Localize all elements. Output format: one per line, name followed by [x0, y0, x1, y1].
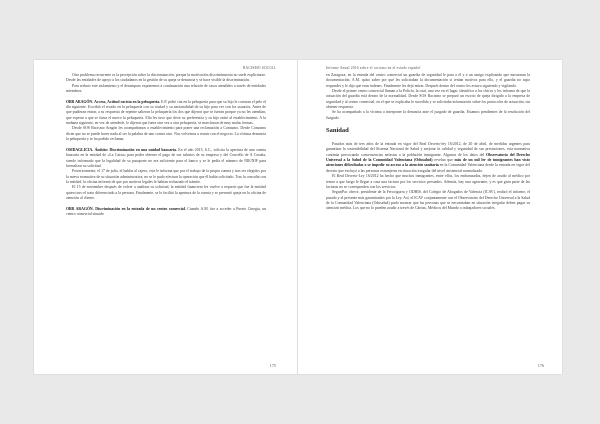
case-paragraph: OBR ARAGÓN. Discriminación en la entrada de un centro comercial. Cuando A.M. fue a acceder a Puerto Cinegia, un centro comercial situado — [66, 206, 266, 216]
page-number: 176 — [537, 363, 544, 368]
running-header: Informe Anual 2016 sobre el racismo en el estado español — [326, 66, 421, 70]
left-page — [34, 60, 298, 374]
paragraph: Pasados más de tres años de la entrada en vigor del Real Decreto-ley 16/2012, de 20 de abril, de medidas urgentes para garantizar la sostenibilidad del Sistema Nacional de Salud y mejorar la calidad y seguridad de sus prestaciones, esta normativa continúa provocando consecuencias nefastas a la población inmigrante. Algunos de los datos del Observatorio del Derecho Universal a la Salud de la Comunidad Valenciana (Odusalud) revelan que más de un mil ler de inmigrantes han visto atenciones dificultadas o se impedir su acceso a la atención sanitaria en la Comunidad Valenciana desde la entrada en vigor del decreto que excluyó a las personas extranjeras en situación irregular del nivel asistencial normalizado. — [326, 142, 531, 173]
paragraph: Desde SOS Racismo Aragón les acompañamos a establecimiento para poner una reclamación a Consumo. Desde Consumo dicen que no se puede hacer nada al ser la palabra de uno contra otro. Nos volvemos a reunir con el negocio. La víctima denuncia la peluquería y se ha podido reclamar. — [66, 126, 266, 142]
page-number: 175 — [269, 363, 276, 368]
section-heading: Sanidad — [326, 127, 349, 135]
running-header: RACISMO SOCIAL — [242, 66, 276, 70]
case-paragraph: OSIDAGLICIA. Ámbito: Discriminación en una unidad bancaria. En el año 2015, S.C., solicita la apertura de una cuenta bancaria en la entidad de «La Caixa» para poder obtener el pago de sus salarios de su empresa y del Concello de A Coruña, siendo informado que la legalidad de su pasaporte no era suficiente para el banco y se le pedía el número de NIE/NIF para formalizar su solicitud. — [66, 147, 266, 168]
paragraph: Posteriormente, el 17 de julio, el hablar al cajero, este le informa que por el trabajo de la propia cuenta y tras ser elegidos por la nueva normativa de su situación administrativa, no se le pudo efectuar la operación que él había solicitado. Tras la consulta con la entidad, la oficina informó de que por motivos legales le habían rechazado el trámite. — [66, 169, 266, 184]
paragraph: SeguriPac ofrece, presidente de la Ferocigurra y ODHIS, del Colegio de Abogados de Valencia (ICAV), realizó el informe, el pasado y el presente más garantizados por la Ley. Así, el ICAV conjuntamente con el Observatorio del Derecho Universal a la Salud de la Comunidad Valenciana (Odusalud) pudo mostrar que las personas que se encontraban en situación irregular deben pagar su atención médica. Los que no lo pueden acudir a través de Cáritas, Médicos del Mundo o trabajadores sociales. — [326, 190, 530, 211]
right-page — [298, 60, 562, 374]
paragraph: Para reducir este aislamiento y el desamparo exponemos a continuación una relación de casos atendidos a través de entidades miembros. — [66, 83, 266, 94]
paragraph: Otro problema recurrente es la percepción sobre la discriminación, porque la motivación discriminatoria no suele explicitarse. Desde las entidades de apoyo a los ciudadanos en la gestión de su queja se denuncia y se hace visible la discriminación. — [66, 73, 266, 83]
paragraph: en Zaragoza, en la entrada del centro comercial un guardia de seguridad le para a él y a un amigo explicando que mostraran la documentación. A.M. quiso saber por qué les solicitaban la documentación si tenían motivos para ello, y el guardia no supo responder y le dijo que eran órdenes. Finalmente les dejó entrar. Después dentro del centro les estuvo siguiendo y vigilando. — [326, 73, 530, 88]
paragraph: El Real Decreto-Ley 16/2012 ha hecho que muchos inmigrantes, entre ellos, los embarazadas, dejen de acudir al médico por temor a que luego le llegue a casa una factura por los servicios prestados. Además, hay una agravante, y es que gran parte de las facturas no se corresponden con los servicios. — [326, 174, 530, 189]
book-spread — [34, 60, 562, 374]
left-page-text — [66, 73, 266, 217]
paragraph: Se ha acompañado a la víctima a interponer la denuncia ante el juzgado de guardia. Estamos pendientes de la resolución del Juzgado. — [326, 110, 530, 120]
paragraph: Desde el primer centro comercial llaman a la Policía, la cual, una vez en el lugar, identifica a los chicos y les informa de que la actuación del guardia está dentro de la normalidad. Desde SOS Racismo se preparó un escrito de queja dirigido a la empresa de seguridad y al centro comercial, en el que se explicaba lo sucedido y se solicitaba información sobre los protocolos de actuación, sin obtener respuesta. — [326, 89, 530, 110]
paragraph: El 15 de noviembre después de volver a analizar su solicitud, la entidad financiera les vuelve a requerir que fue la entidad quien tuvo el trato diferenciado a la persona. Finalmente, se le facilitó la apertura de la cuenta y se presentó queja en la oficina de atención al cliente. — [66, 185, 266, 200]
case-paragraph: OBR ARAGÓN. Acceso, Actitud racista en la peluquería. E.P. pidió cita en la peluquería para que su hijo le cortaran el pelo el día siguiente. Escribió el recado en la peluquería con su ciudad y su nacionalidad de su hijo para ver con los usuarios. Antes de que pudieran entrar, a su respuesta de repente salieron la peluquería los dos que dijeron que se fueran porque ya no les atendían, que esperar a que se fuera el nuevo la peluquería. Ella les tuvo que decir su preferencia y su hijo entró al establecimiento. A la mañana siguiente, en vez de atenderle, le dijeron que fuera otra vez a otra peluquería, se marcharon de muy malas formas. — [66, 99, 267, 126]
right-page-text — [326, 73, 530, 212]
